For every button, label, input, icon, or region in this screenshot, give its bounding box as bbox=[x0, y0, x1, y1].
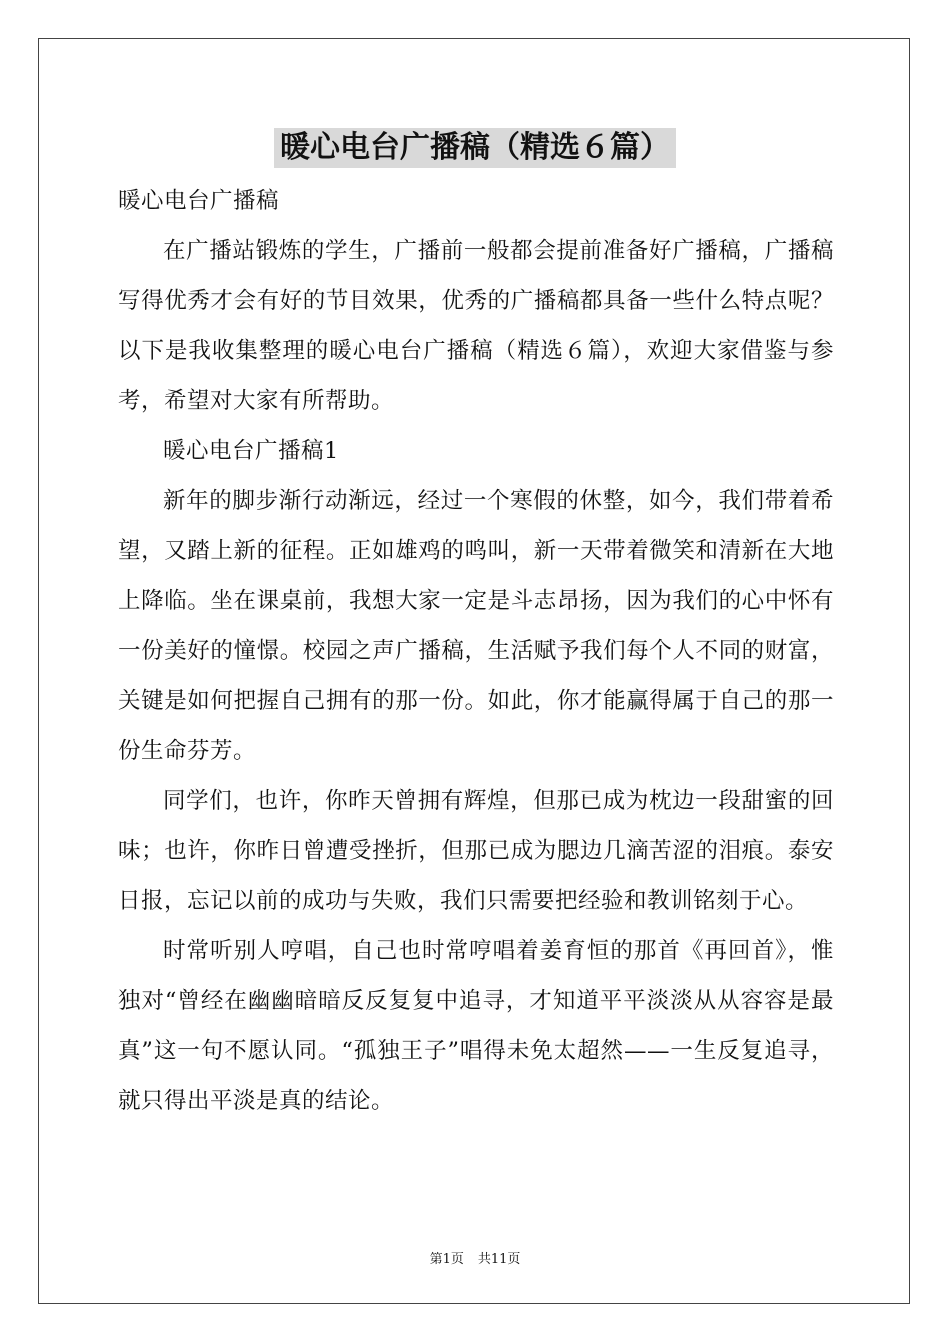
page-footer bbox=[0, 1248, 950, 1267]
page-total: 共11页 bbox=[477, 1252, 521, 1267]
paragraph-heading: 暖心电台广播稿 bbox=[118, 188, 280, 214]
title-wrap bbox=[0, 128, 950, 168]
paragraph-subtitle-1: 暖心电台广播稿1 bbox=[163, 438, 339, 464]
paragraph-body-3: 时常听别人哼唱，自己也时常哼唱着姜育恒的那首《再回首》，惟独对“曾经在幽幽暗暗反反复复中追寻，才知道平平淡淡从从容容是最真”这一句不愿认同。“孤独王子”唱得未免太超然——一生反复追寻，就只得出平淡是真的结论。 bbox=[118, 938, 834, 1114]
page-number: 第1页 bbox=[429, 1252, 464, 1267]
document-body bbox=[118, 176, 834, 1126]
document-title: 暖心电台广播稿（精选６篇） bbox=[274, 128, 676, 168]
paragraph-body-2: 同学们，也许，你昨天曾拥有辉煌，但那已成为枕边一段甜蜜的回味；也许，你昨日曾遭受挫折，但那已成为腮边几滴苦涩的泪痕。泰安日报，忘记以前的成功与失败，我们只需要把经验和教训铭刻于心。 bbox=[118, 788, 834, 914]
paragraph-body-1: 新年的脚步渐行动渐远，经过一个寒假的休整，如今，我们带着希望，又踏上新的征程。正如雄鸡的鸣叫，新一天带着微笑和清新在大地上降临。坐在课桌前，我想大家一定是斗志昂扬，因为我们的心中怀有一份美好的憧憬。校园之声广播稿，生活赋予我们每个人不同的财富，关键是如何把握自己拥有的那一份。如此，你才能赢得属于自己的那一份生命芬芳。 bbox=[118, 488, 834, 764]
paragraph-intro: 在广播站锻炼的学生，广播前一般都会提前准备好广播稿，广播稿写得优秀才会有好的节目效果，优秀的广播稿都具备一些什么特点呢？以下是我收集整理的暖心电台广播稿（精选６篇），欢迎大家借鉴与参考，希望对大家有所帮助。 bbox=[118, 238, 834, 414]
